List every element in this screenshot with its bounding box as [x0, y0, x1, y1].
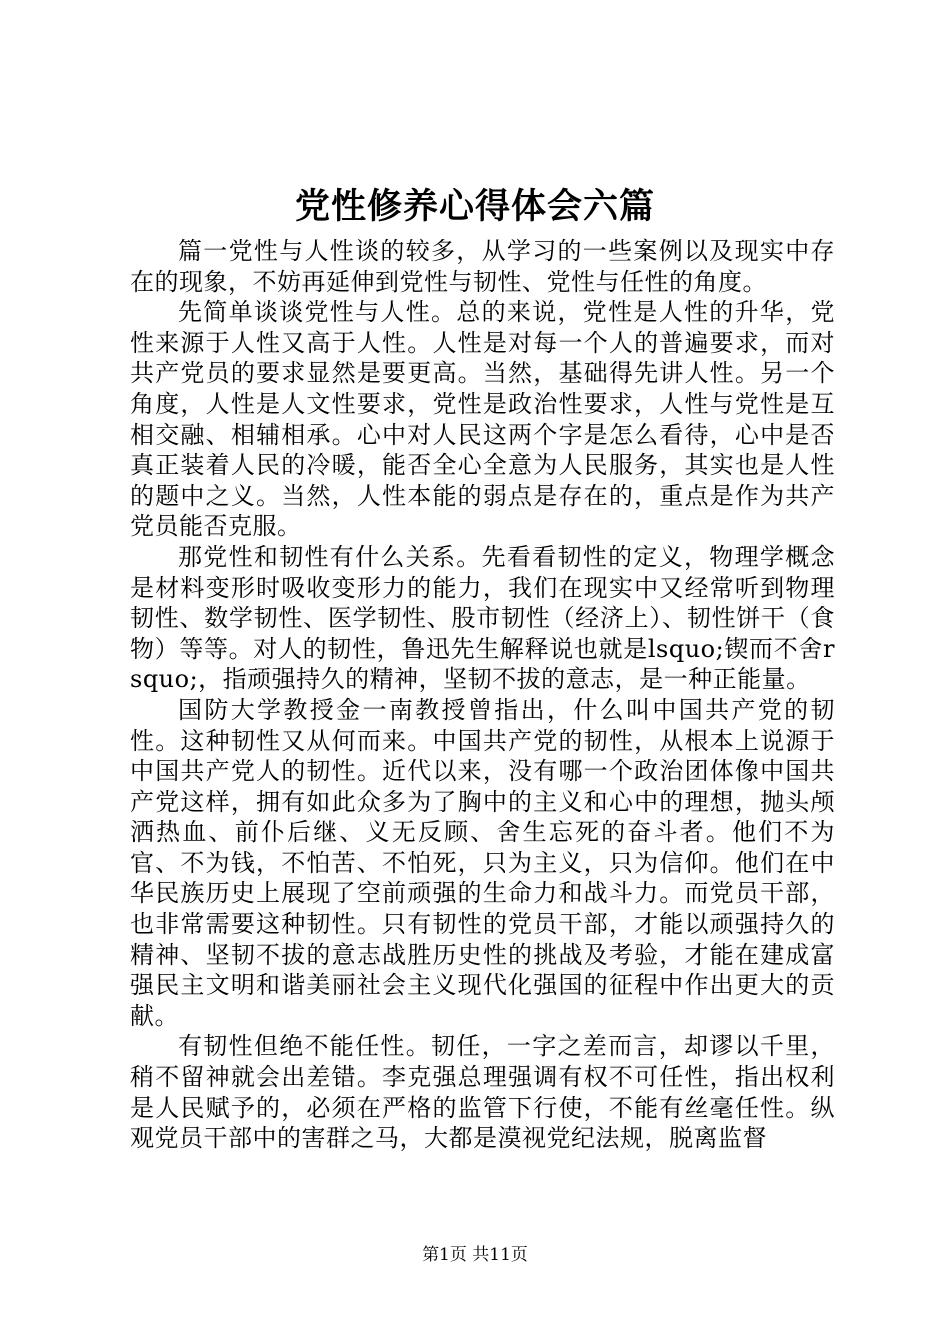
page-title: 党性修养心得体会六篇	[294, 186, 655, 227]
paragraph-4: 国防大学教授金一南教授曾指出，什么叫中国共产党的韧性。这种韧性又从何而来。中国共产党的韧性，从根本上说源于中国共产党人的韧性。近代以来，没有哪一个政治团体像中国共产党这样，拥有如此众多为了胸中的主义和心中的理想，抛头颅洒热血、前仆后继、义无反顾、舍生忘死的奋斗者。他们不为官、不为钱，不怕苦、不怕死，只为主义，只为信仰。他们在中华民族历史上展现了空前顽强的生命力和战斗力。而党员干部，也非常需要这种韧性。只有韧性的党员干部，才能以顽强持久的精神、坚韧不拔的意志战胜历史性的挑战及考验，才能在建成富强民主文明和谐美丽社会主义现代化强国的征程中作出更大的贡献。	[130, 695, 835, 1030]
page-footer: 第1页 共11页	[422, 1245, 528, 1265]
paragraph-5: 有韧性但绝不能任性。韧任，一字之差而言，却谬以千里，稍不留神就会出差错。李克强总理强调有权不可任性，指出权利是人民赋予的，必须在严格的监管下行使，不能有丝毫任性。纵观党员干部中的害群之马，大都是漠视党纪法规，脱离监督	[130, 1032, 835, 1153]
paragraph-3: 那党性和韧性有什么关系。先看看韧性的定义，物理学概念是材料变形时吸收变形力的能力，我们在现实中又经常听到物理韧性、数学韧性、医学韧性、股市韧性（经济上）、韧性饼干（食物）等等。对人的韧性，鲁迅先生解释说也就是lsquo;锲而不舍rsquo;，指顽强持久的精神，坚韧不拔的意志，是一种正能量。	[130, 542, 835, 694]
paragraph-1: 篇一党性与人性谈的较多，从学习的一些案例以及现实中存在的现象，不妨再延伸到党性与韧性、党性与任性的角度。	[130, 237, 835, 296]
document-body	[130, 236, 835, 1154]
paragraph-2: 先简单谈谈党性与人性。总的来说，党性是人性的升华，党性来源于人性又高于人性。人性是对每一个人的普遍要求，而对共产党员的要求显然是要更高。当然，基础得先讲人性。另一个角度，人性是人文性要求，党性是政治性要求，人性与党性是互相交融、相辅相承。心中对人民这两个字是怎么看待，心中是否真正装着人民的冷暖，能否全心全意为人民服务，其实也是人性的题中之义。当然，人性本能的弱点是存在的，重点是作为共产党员能否克服。	[130, 298, 835, 541]
